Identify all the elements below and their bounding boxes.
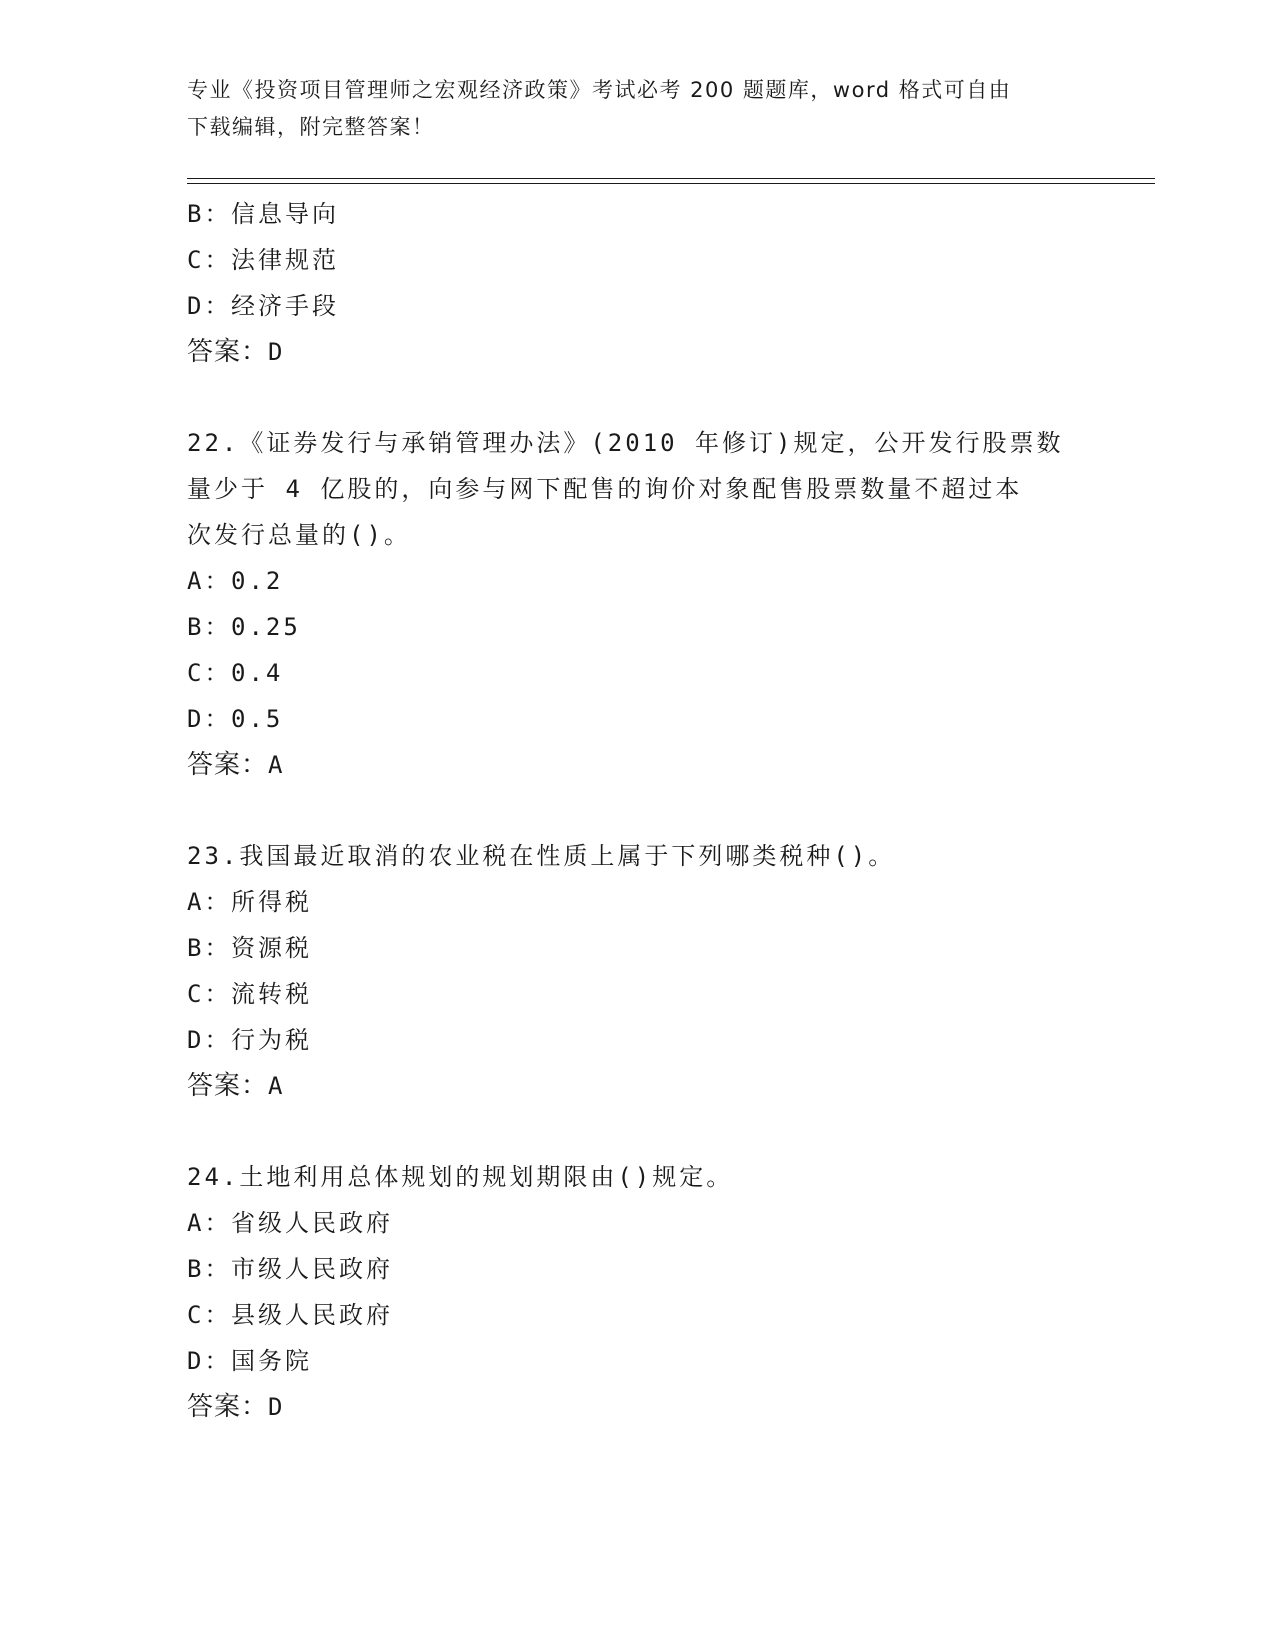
option-text: 资源税 — [231, 934, 312, 962]
option-text: 县级人民政府 — [231, 1301, 393, 1329]
answer-value: D — [268, 338, 284, 366]
option-text: 市级人民政府 — [231, 1255, 393, 1283]
question-22 — [187, 420, 1087, 788]
option-key: B： — [187, 613, 232, 641]
question-stem-line: 22.《证券发行与承销管理办法》(2010 年修订)规定，公开发行股票数 — [187, 429, 1064, 457]
option-key: C： — [187, 1301, 232, 1329]
option-d — [187, 1338, 1087, 1384]
option-text: 0.4 — [231, 659, 284, 687]
answer-value: D — [268, 1393, 284, 1421]
option-c — [187, 237, 1087, 283]
option-c — [187, 971, 1087, 1017]
option-text: 经济手段 — [231, 292, 339, 320]
answer-value: A — [268, 1072, 284, 1100]
option-b — [187, 925, 1087, 971]
option-key: D： — [187, 705, 232, 733]
option-text: 行为税 — [231, 1026, 312, 1054]
option-key: D： — [187, 292, 232, 320]
option-a — [187, 558, 1087, 604]
option-text: 流转税 — [231, 980, 312, 1008]
question-stem-line: 量少于 4 亿股的，向参与网下配售的询价对象配售股票数量不超过本 — [187, 475, 1023, 503]
answer-label: 答案： — [187, 337, 269, 367]
option-a — [187, 1200, 1087, 1246]
option-text: 国务院 — [231, 1347, 312, 1375]
answer-label: 答案： — [187, 1392, 269, 1422]
option-text: 省级人民政府 — [231, 1209, 393, 1237]
document-header — [187, 72, 1067, 146]
answer-line — [187, 1384, 1087, 1430]
header-divider-bottom — [187, 183, 1155, 184]
option-text: 所得税 — [231, 888, 312, 916]
answer-line — [187, 742, 1087, 788]
option-text: 0.5 — [231, 705, 284, 733]
option-key: C： — [187, 246, 232, 274]
option-key: C： — [187, 659, 232, 687]
header-line-1: 专业《投资项目管理师之宏观经济政策》考试必考 200 题题库，word 格式可自由 — [187, 78, 1012, 102]
option-key: D： — [187, 1026, 232, 1054]
option-c — [187, 650, 1087, 696]
option-key: A： — [187, 567, 232, 595]
option-c — [187, 1292, 1087, 1338]
answer-line — [187, 1063, 1087, 1109]
option-key: A： — [187, 888, 232, 916]
question-stem-line: 24.土地利用总体规划的规划期限由()规定。 — [187, 1163, 734, 1191]
answer-label: 答案： — [187, 1071, 269, 1101]
option-key: A： — [187, 1209, 232, 1237]
option-d — [187, 283, 1087, 329]
header-divider-top — [187, 178, 1155, 179]
answer-label: 答案： — [187, 750, 269, 780]
option-text: 法律规范 — [231, 246, 339, 274]
question-list — [187, 191, 1087, 1430]
option-a — [187, 879, 1087, 925]
option-key: B： — [187, 1255, 232, 1283]
answer-value: A — [268, 751, 284, 779]
question-21-tail — [187, 191, 1087, 375]
option-key: B： — [187, 200, 232, 228]
option-key: C： — [187, 980, 232, 1008]
option-text: 信息导向 — [231, 200, 339, 228]
question-stem-line: 23.我国最近取消的农业税在性质上属于下列哪类税种()。 — [187, 842, 896, 870]
option-b — [187, 191, 1087, 237]
question-23 — [187, 833, 1087, 1109]
option-text: 0.25 — [231, 613, 301, 641]
option-b — [187, 604, 1087, 650]
option-key: D： — [187, 1347, 232, 1375]
option-d — [187, 696, 1087, 742]
option-text: 0.2 — [231, 567, 284, 595]
option-b — [187, 1246, 1087, 1292]
question-stem-line: 次发行总量的()。 — [187, 521, 411, 549]
header-line-2: 下载编辑，附完整答案！ — [187, 115, 435, 139]
question-24 — [187, 1154, 1087, 1430]
answer-line — [187, 329, 1087, 375]
option-d — [187, 1017, 1087, 1063]
option-key: B： — [187, 934, 232, 962]
